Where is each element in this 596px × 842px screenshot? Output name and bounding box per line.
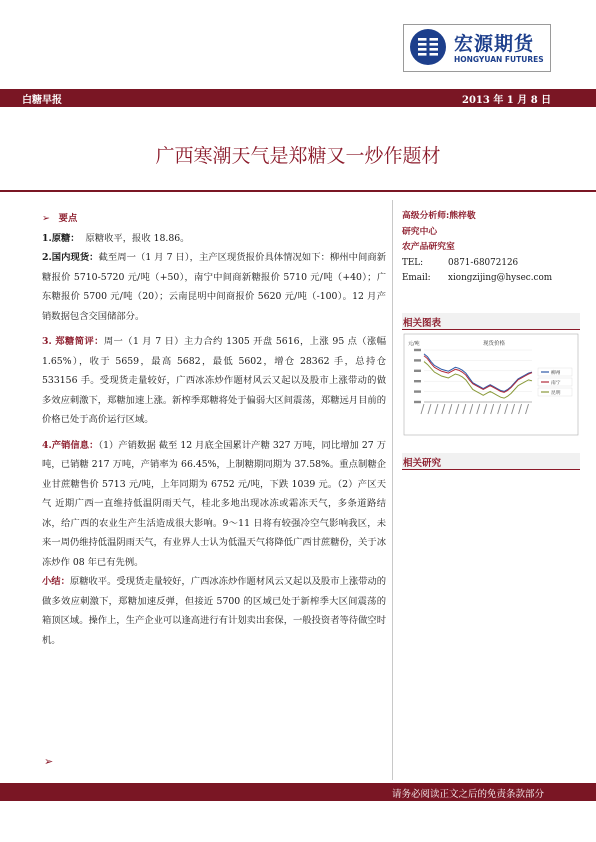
p2-label: 2.国内现货： bbox=[42, 252, 99, 263]
arrow-bullet-icon: ➢ bbox=[44, 755, 54, 768]
email-row bbox=[402, 271, 577, 287]
tel-row bbox=[402, 256, 577, 272]
paragraph-raw-sugar bbox=[42, 229, 386, 249]
chart-y-tick-mark bbox=[414, 401, 421, 403]
p1-text: 原糖收平，报收 18.86。 bbox=[85, 232, 190, 244]
report-title: 广西寒潮天气是郑糖又一炒作题材 bbox=[155, 145, 441, 167]
paragraph-production-sales bbox=[42, 436, 386, 573]
paragraph-summary bbox=[42, 572, 386, 650]
title-divider bbox=[0, 190, 596, 192]
column-divider bbox=[392, 200, 393, 780]
email-label: Email: bbox=[402, 273, 431, 283]
p3-text: 周一（1 月 7 日）主力合约 1305 开盘 5616，上涨 95 点（涨幅 1.65%），收于 5659，最高 5682，最低 5602，增仓 28362 手，总持仓 533156 手。受现货走量较好，广西冰冻炒作题材风云又起以及股市上涨带动的做多效应刺激下，郑糖加速上涨。新榨季郑糖将处于偏弱大区间震荡，郑糖远月目前的价格已处于高价运行区域。 bbox=[42, 336, 387, 425]
logo-mark-icon bbox=[409, 28, 447, 66]
tel-label: TEL: bbox=[402, 257, 424, 268]
chart-y-tick-mark bbox=[414, 370, 421, 372]
p3-label: 3. 郑糖简评： bbox=[42, 336, 104, 347]
department: 研究中心 bbox=[402, 226, 438, 237]
report-date: 2013 年 1 月 8 日 bbox=[462, 95, 552, 106]
chart-legend-label: 柳州 bbox=[551, 371, 561, 376]
chart-legend-label: 南宁 bbox=[551, 381, 561, 386]
analyst-name: 高级分析师:熊梓敬 bbox=[402, 211, 476, 221]
tel-value: 0871-68072126 bbox=[448, 257, 519, 268]
chart-y-tick-mark bbox=[414, 359, 421, 361]
arrow-bullet-icon: ➢ bbox=[42, 213, 50, 224]
summary-text: 原糖收平。受现货走量较好，广西冰冻炒作题材风云又起以及股市上涨带动的做多效应刺激下，郑糖加速反弹，但接近 5700 的区域已处于新榨季大区间震荡的箱顶区域。操作上，生产企业可以逢高进行有计划卖出套保，一般投资者等待做空时机。 bbox=[42, 576, 387, 646]
disclaimer-note[interactable]: 请务必阅读正文之后的免责条款部分 bbox=[391, 789, 544, 800]
chart-title: 现货价格 bbox=[482, 341, 506, 347]
key-points-heading bbox=[42, 209, 386, 229]
paragraph-spot bbox=[42, 248, 386, 326]
related-charts-label: 相关图表 bbox=[403, 318, 442, 329]
chart-y-tick-mark bbox=[414, 380, 421, 382]
p1-label: 1.原糖： bbox=[42, 232, 80, 244]
company-logo bbox=[403, 24, 551, 72]
main-content bbox=[42, 209, 386, 650]
chart-y-tick-mark bbox=[414, 390, 421, 392]
chart-y-tick-mark bbox=[414, 349, 421, 351]
price-chart bbox=[402, 332, 580, 437]
research-office: 农产品研究室 bbox=[402, 242, 455, 252]
chart-legend-label: 昆明 bbox=[551, 391, 561, 396]
logo-chinese-name: 宏源期货 bbox=[454, 33, 535, 55]
related-research-heading bbox=[402, 453, 580, 470]
summary-label: 小结： bbox=[42, 576, 70, 587]
report-type: 白糖早报 bbox=[22, 95, 62, 106]
paragraph-futures-review bbox=[42, 332, 386, 430]
chart-ylabel: 元/吨 bbox=[408, 341, 420, 347]
related-research-label: 相关研究 bbox=[403, 458, 442, 469]
analyst-info bbox=[402, 209, 577, 287]
email-value[interactable]: xiongzijing@hysec.com bbox=[448, 273, 553, 283]
related-charts-heading bbox=[402, 313, 580, 330]
p2-text: 截至周一（1 月 7 日），主产区现货报价具体情况如下：柳州中间商新糖报价 5710-5720 元/吨（+50），南宁中间商新糖报价 5710 元/吨（+40）；广东糖报价 5700 元/吨（20）；云南昆明中间商报价 5620 元/吨（-100）。12 月产销数据包含交国储部分。 bbox=[42, 252, 386, 322]
key-points-label: 要点 bbox=[58, 213, 78, 224]
logo-english-name: HONGYUAN FUTURES bbox=[454, 55, 544, 64]
p4-text: （1）产销数据 截至 12 月底全国累计产糖 327 万吨，同比增加 27 万吨，已销糖 217 万吨，产销率为 66.45%，上制糖期同期为 37.58%。重点制糖企业甘蔗糖售价 5713 元/吨，上年同期为 6752 元/吨，下跌 1039 元。（2）产区天气 近期广西一直维持低温阴雨天气，桂北多地出现冰冻或霜冻天气，多条道路结冰，给广西的农业生产生活造成很大影响。9～11 日将有较强冷空气影响我区，未来一周仍维持低温阴雨天气，有业界人士认为低温天气将降低广西甘蔗糖份，关于冰冻炒作 08 年已有先例。 bbox=[42, 439, 386, 568]
p4-label: 4.产销信息： bbox=[42, 439, 99, 451]
